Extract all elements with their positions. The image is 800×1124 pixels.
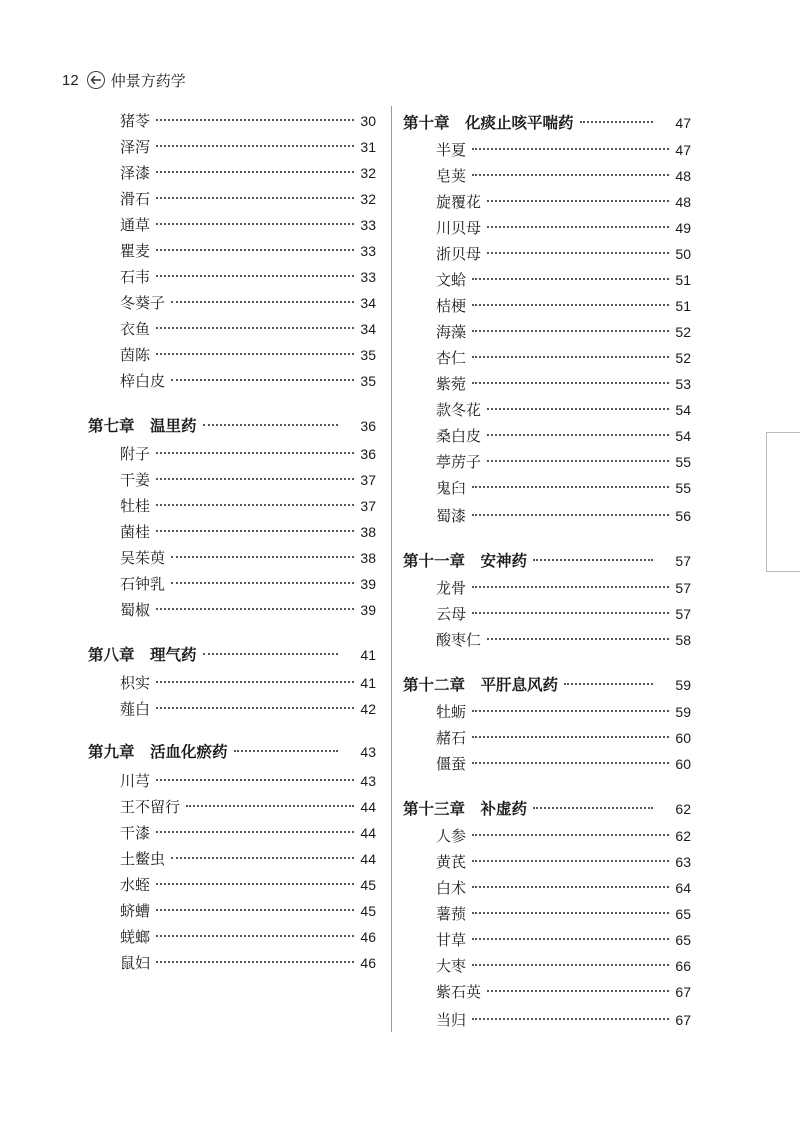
toc-entry: [436, 1009, 691, 1030]
page-ref: 62: [675, 828, 691, 844]
entry-label: 当归: [436, 1011, 467, 1029]
page-ref: 51: [675, 272, 691, 288]
entry-label: 梓白皮: [120, 372, 166, 390]
page-ref: 44: [360, 799, 376, 815]
dot-leader: [472, 710, 669, 712]
page-edge-tab: [766, 432, 800, 572]
chapter-title: 第十章 化痰止咳平喘药: [403, 114, 574, 132]
page-ref: 46: [360, 929, 376, 945]
dot-leader: [171, 857, 354, 859]
dot-leader: [487, 434, 669, 436]
dot-leader: [472, 382, 669, 384]
dot-leader: [472, 1018, 669, 1020]
dot-leader: [156, 681, 354, 683]
entry-label: 蜀漆: [436, 507, 467, 525]
entry-label: 桔梗: [436, 297, 467, 315]
dot-leader: [533, 559, 653, 561]
page-ref: 37: [360, 498, 376, 514]
entry-label: 干漆: [120, 824, 151, 842]
toc-chapter-heading: [403, 797, 691, 819]
entry-label: 牡蛎: [436, 703, 467, 721]
entry-label: 王不留行: [120, 798, 181, 816]
toc-entry: [120, 874, 376, 895]
page-ref: 67: [675, 984, 691, 1000]
toc-entry: [120, 672, 376, 693]
entry-label: 附子: [120, 445, 151, 463]
page-number: 12: [62, 71, 79, 89]
toc-entry: [120, 822, 376, 843]
dot-leader: [580, 121, 653, 123]
entry-label: 白术: [436, 879, 467, 897]
dot-leader: [156, 961, 354, 963]
page-ref: 36: [360, 418, 376, 434]
entry-label: 款冬花: [436, 401, 482, 419]
dot-leader: [156, 197, 354, 199]
entry-label: 衣鱼: [120, 320, 151, 338]
toc-entry: [120, 547, 376, 568]
toc-entry: [436, 269, 691, 290]
page-ref: 45: [360, 877, 376, 893]
page-ref: 33: [360, 243, 376, 259]
entry-label: 文蛤: [436, 271, 467, 289]
book-title: 仲景方药学: [110, 71, 186, 90]
chapter-title: 第八章 理气药: [88, 646, 197, 664]
page-ref: 64: [675, 880, 691, 896]
entry-label: 半夏: [436, 141, 467, 159]
entry-label: 水蛭: [120, 876, 151, 894]
page-ref: 48: [675, 168, 691, 184]
entry-label: 海藻: [436, 323, 467, 341]
dot-leader: [472, 514, 669, 516]
dot-leader: [156, 909, 354, 911]
dot-leader: [171, 582, 354, 584]
toc-entry: [120, 469, 376, 490]
dot-leader: [156, 530, 354, 532]
entry-label: 旋覆花: [436, 193, 482, 211]
dot-leader: [472, 938, 669, 940]
entry-label: 薯蓣: [436, 905, 467, 923]
entry-label: 石韦: [120, 268, 151, 286]
dot-leader: [156, 935, 354, 937]
page-ref: 49: [675, 220, 691, 236]
toc-entry: [120, 698, 376, 719]
chapter-title: 第七章 温里药: [88, 417, 197, 435]
entry-label: 酸枣仁: [436, 631, 482, 649]
page-ref: 39: [360, 602, 376, 618]
page-ref: 33: [360, 217, 376, 233]
page-ref: 60: [675, 730, 691, 746]
toc-entry: [436, 217, 691, 238]
toc-chapter-heading: [403, 673, 691, 695]
dot-leader: [156, 478, 354, 480]
entry-label: 菌桂: [120, 523, 151, 541]
toc-entry: [436, 877, 691, 898]
entry-label: 干姜: [120, 471, 151, 489]
running-header: [62, 68, 186, 92]
toc-entry: [436, 165, 691, 186]
entry-label: 泽漆: [120, 164, 151, 182]
page-ref: 54: [675, 402, 691, 418]
toc-entry: [120, 770, 376, 791]
dot-leader: [472, 886, 669, 888]
dot-leader: [156, 353, 354, 355]
entry-label: 牡桂: [120, 497, 151, 515]
page-ref: 52: [675, 350, 691, 366]
toc-entry: [120, 318, 376, 339]
toc-entry: [120, 900, 376, 921]
entry-label: 石钟乳: [120, 575, 166, 593]
entry-label: 通草: [120, 216, 151, 234]
page-ref: 46: [360, 955, 376, 971]
toc-entry: [120, 110, 376, 131]
toc-entry: [436, 577, 691, 598]
entry-label: 鼠妇: [120, 954, 151, 972]
entry-label: 泽泻: [120, 138, 151, 156]
entry-label: 云母: [436, 605, 467, 623]
page-ref: 51: [675, 298, 691, 314]
page-ref: 52: [675, 324, 691, 340]
page-ref: 57: [675, 580, 691, 596]
entry-label: 蜣螂: [120, 928, 151, 946]
toc-entry: [436, 373, 691, 394]
toc-entry: [436, 191, 691, 212]
page-ref: 59: [675, 704, 691, 720]
dot-leader: [487, 226, 669, 228]
page-ref: 62: [675, 801, 691, 817]
toc-entry: [120, 573, 376, 594]
dot-leader: [472, 612, 669, 614]
entry-label: 桑白皮: [436, 427, 482, 445]
entry-label: 川贝母: [436, 219, 482, 237]
toc-entry: [120, 599, 376, 620]
toc-entry: [436, 243, 691, 264]
dot-leader: [156, 779, 354, 781]
dot-leader: [487, 200, 669, 202]
toc-entry: [120, 162, 376, 183]
toc-entry: [120, 443, 376, 464]
dot-leader: [472, 860, 669, 862]
entry-label: 杏仁: [436, 349, 467, 367]
entry-label: 蛴螬: [120, 902, 151, 920]
toc-entry: [436, 629, 691, 650]
toc-chapter-heading: [88, 643, 376, 665]
dot-leader: [156, 883, 354, 885]
page-ref: 42: [360, 701, 376, 717]
dot-leader: [472, 912, 669, 914]
chapter-title: 第十一章 安神药: [403, 552, 528, 570]
page-ref: 48: [675, 194, 691, 210]
dot-leader: [487, 460, 669, 462]
toc-entry: [436, 851, 691, 872]
dot-leader: [156, 223, 354, 225]
dot-leader: [156, 119, 354, 121]
toc-entry: [120, 370, 376, 391]
entry-label: 紫菀: [436, 375, 467, 393]
page-ref: 39: [360, 576, 376, 592]
page-ref: 60: [675, 756, 691, 772]
toc-entry: [436, 505, 691, 526]
dot-leader: [472, 174, 669, 176]
dot-leader: [156, 608, 354, 610]
page-ref: 43: [360, 773, 376, 789]
toc-entry: [436, 425, 691, 446]
toc-entry: [120, 796, 376, 817]
entry-label: 浙贝母: [436, 245, 482, 263]
entry-label: 甘草: [436, 931, 467, 949]
page-ref: 34: [360, 295, 376, 311]
dot-leader: [156, 707, 354, 709]
toc-entry: [120, 926, 376, 947]
toc-entry: [436, 955, 691, 976]
dot-leader: [472, 736, 669, 738]
entry-label: 川芎: [120, 772, 151, 790]
dot-leader: [472, 486, 669, 488]
toc-entry: [436, 603, 691, 624]
page-ref: 38: [360, 524, 376, 540]
page-ref: 53: [675, 376, 691, 392]
entry-label: 赭石: [436, 729, 467, 747]
dot-leader: [472, 356, 669, 358]
dot-leader: [156, 171, 354, 173]
dot-leader: [156, 452, 354, 454]
toc-entry: [120, 952, 376, 973]
dot-leader: [533, 807, 653, 809]
page-ref: 65: [675, 906, 691, 922]
entry-label: 蜀椒: [120, 601, 151, 619]
chapter-title: 第十三章 补虚药: [403, 800, 528, 818]
dot-leader: [487, 252, 669, 254]
dot-leader: [156, 831, 354, 833]
page-ref: 63: [675, 854, 691, 870]
entry-label: 人参: [436, 827, 467, 845]
page-ref: 65: [675, 932, 691, 948]
toc-entry: [436, 701, 691, 722]
toc-entry: [120, 188, 376, 209]
toc-entry: [436, 929, 691, 950]
dot-leader: [171, 379, 354, 381]
dot-leader: [156, 327, 354, 329]
dot-leader: [156, 275, 354, 277]
entry-label: 龙骨: [436, 579, 467, 597]
toc-entry: [120, 495, 376, 516]
page-ref: 43: [360, 744, 376, 760]
toc-entry: [436, 903, 691, 924]
toc-entry: [436, 451, 691, 472]
dot-leader: [487, 990, 669, 992]
entry-label: 枳实: [120, 674, 151, 692]
dot-leader: [156, 504, 354, 506]
page-ref: 47: [675, 142, 691, 158]
page-ref: 44: [360, 825, 376, 841]
entry-label: 茵陈: [120, 346, 151, 364]
entry-label: 紫石英: [436, 983, 482, 1001]
page-ref: 54: [675, 428, 691, 444]
page-ref: 55: [675, 454, 691, 470]
toc-entry: [436, 825, 691, 846]
dot-leader: [156, 249, 354, 251]
page-ref: 32: [360, 191, 376, 207]
entry-label: 猪苓: [120, 112, 151, 130]
page-ref: 31: [360, 139, 376, 155]
chapter-title: 第十二章 平肝息风药: [403, 676, 559, 694]
toc-entry: [436, 399, 691, 420]
toc-entry: [120, 214, 376, 235]
dot-leader: [472, 586, 669, 588]
page-ref: 41: [360, 675, 376, 691]
entry-label: 鬼臼: [436, 479, 467, 497]
dot-leader: [472, 330, 669, 332]
back-arrow-icon: [87, 71, 105, 89]
page-ref: 36: [360, 446, 376, 462]
page-ref: 67: [675, 1012, 691, 1028]
page-ref: 58: [675, 632, 691, 648]
entry-label: 僵蚕: [436, 755, 467, 773]
page-ref: 33: [360, 269, 376, 285]
column-divider: [391, 106, 392, 1032]
toc-entry: [436, 753, 691, 774]
entry-label: 瞿麦: [120, 242, 151, 260]
entry-label: 薤白: [120, 700, 151, 718]
dot-leader: [487, 638, 669, 640]
toc-entry: [120, 136, 376, 157]
page-ref: 38: [360, 550, 376, 566]
dot-leader: [186, 805, 354, 807]
toc-entry: [120, 521, 376, 542]
dot-leader: [156, 145, 354, 147]
entry-label: 滑石: [120, 190, 151, 208]
toc-entry: [436, 139, 691, 160]
toc-entry: [120, 266, 376, 287]
dot-leader: [234, 750, 338, 752]
dot-leader: [472, 834, 669, 836]
page-ref: 30: [360, 113, 376, 129]
dot-leader: [171, 556, 354, 558]
page-ref: 41: [360, 647, 376, 663]
dot-leader: [564, 683, 653, 685]
dot-leader: [472, 278, 669, 280]
toc-entry: [436, 347, 691, 368]
toc-entry: [436, 295, 691, 316]
page-ref: 47: [675, 115, 691, 131]
page-ref: 35: [360, 373, 376, 389]
entry-label: 土鳖虫: [120, 850, 166, 868]
page-ref: 57: [675, 606, 691, 622]
toc-chapter-heading: [88, 740, 376, 762]
toc-entry: [436, 321, 691, 342]
toc-chapter-heading: [403, 549, 691, 571]
dot-leader: [472, 148, 669, 150]
chapter-title: 第九章 活血化瘀药: [88, 743, 228, 761]
toc-entry: [436, 727, 691, 748]
entry-label: 大枣: [436, 957, 467, 975]
toc-entry: [120, 240, 376, 261]
page-ref: 55: [675, 480, 691, 496]
toc-entry: [436, 981, 691, 1002]
toc-entry: [120, 344, 376, 365]
page-ref: 37: [360, 472, 376, 488]
page-ref: 59: [675, 677, 691, 693]
dot-leader: [171, 301, 354, 303]
toc-chapter-heading: [88, 414, 376, 436]
dot-leader: [203, 653, 338, 655]
entry-label: 黄芪: [436, 853, 467, 871]
entry-label: 葶苈子: [436, 453, 482, 471]
entry-label: 皂荚: [436, 167, 467, 185]
dot-leader: [487, 408, 669, 410]
toc-entry: [120, 292, 376, 313]
page-ref: 44: [360, 851, 376, 867]
page-ref: 57: [675, 553, 691, 569]
dot-leader: [203, 424, 338, 426]
page-ref: 32: [360, 165, 376, 181]
toc-entry: [120, 848, 376, 869]
page-ref: 45: [360, 903, 376, 919]
dot-leader: [472, 964, 669, 966]
toc-entry: [436, 477, 691, 498]
page-ref: 34: [360, 321, 376, 337]
page-ref: 50: [675, 246, 691, 262]
page-ref: 56: [675, 508, 691, 524]
entry-label: 吴茱萸: [120, 549, 166, 567]
toc-chapter-heading: [403, 111, 691, 133]
dot-leader: [472, 762, 669, 764]
page-ref: 66: [675, 958, 691, 974]
page-ref: 35: [360, 347, 376, 363]
dot-leader: [472, 304, 669, 306]
entry-label: 冬葵子: [120, 294, 166, 312]
